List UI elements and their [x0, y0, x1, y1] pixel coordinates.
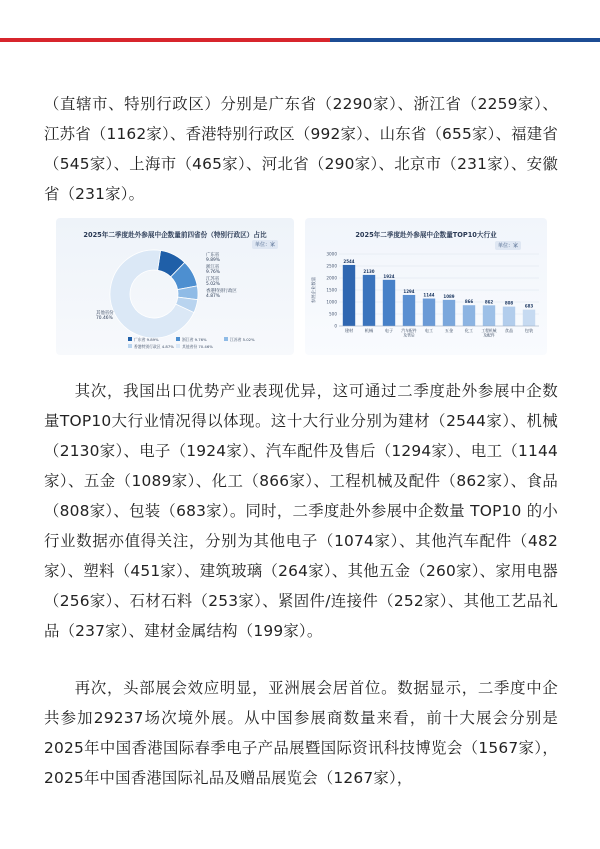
x-tick-label: 化工 — [464, 328, 474, 333]
bar — [503, 307, 515, 326]
bar-chart — [305, 218, 547, 355]
y-tick-label: 500 — [329, 311, 337, 317]
x-tick-label-cont: 及售后 — [403, 332, 415, 338]
bar — [483, 305, 495, 326]
pie-slice-label: 浙江省 — [206, 265, 220, 270]
paragraph-industries: 其次，我国出口优势产业表现优异，这可通过二季度赴外参展中企数量TOP10大行业情况得以体现。这十大行业分别为建材（2544家）、机械（2130家）、电子（1924家）、汽车配件及售后（1294家）、电工（1144家）、五金（1089家）、化工（866家）、工程机械及配件（862家）、食品（808家）、包装（683家）。同时，二季度赴外参展中企数量 TOP10 的小行业数据亦值得关注，分别为其他电子（1074家）、其他汽车配件（482家）、塑料（451家）、建筑玻璃（264家）、其他五金（260家）、家用电器（256家）、石材石料（253家）、紧固件/连接件（252家）、其他工艺品礼品（237家）、建材金属结构（199家）。 — [44, 382, 558, 640]
y-tick-label: 2000 — [326, 275, 337, 281]
bar — [363, 275, 375, 326]
bar-value-label: 2130 — [363, 268, 375, 274]
pie-slice-label: 其他省份 — [96, 311, 114, 316]
bar — [463, 305, 475, 326]
bar-chart-figure — [305, 218, 547, 355]
x-tick-label: 包装 — [524, 328, 534, 333]
bar-chart-title: 2025年二季度赴外参展中企数量TOP10大行业 — [355, 231, 497, 239]
x-tick-label: 电工 — [424, 328, 434, 333]
x-tick-label: 机械 — [364, 328, 374, 333]
bar — [383, 280, 395, 326]
legend-swatch — [128, 337, 132, 341]
x-tick-label-cont: 及配件 — [483, 332, 495, 338]
pie-chart-title: 2025年二季度赴外参展中企数量前四省份（特别行政区）占比 — [83, 231, 267, 239]
bar-value-label: 862 — [484, 299, 494, 305]
pie-chart — [56, 218, 294, 355]
x-tick-label: 五金 — [444, 328, 454, 333]
bar — [523, 310, 535, 326]
pie-slice-label: 广东省 — [206, 253, 220, 258]
pie-slice-label: 江苏省 — [206, 277, 220, 282]
y-tick-label: 1500 — [326, 287, 337, 293]
pie-slice-pct: 9.76% — [206, 270, 220, 275]
pie-slice-pct: 70.46% — [96, 316, 113, 321]
legend-swatch — [176, 337, 180, 341]
pie-slice-label: 香港特别行政区 — [206, 289, 237, 294]
accent-bar-red — [0, 38, 330, 42]
legend-entry: 香港特别行政区 4.87% — [134, 344, 174, 349]
bar-value-label: 866 — [464, 299, 474, 305]
bar — [423, 299, 435, 326]
paragraph-exhibitions: 再次，头部展会效应明显，亚洲展会居首位。数据显示，二季度中企共参加29237场次境外展。从中国参展商数量来看，前十大展会分别是2025年中国香港国际春季电子产品展暨国际资讯科技博览会（1567家），2025年中国香港国际礼品及赠品展览会（1267家）， — [44, 679, 558, 787]
x-tick-label: 汽车配件 — [401, 328, 417, 333]
legend-swatch — [176, 344, 180, 348]
bar-value-label: 683 — [524, 303, 534, 309]
accent-bar-blue — [330, 38, 600, 42]
pie-slice-pct: 5.02% — [206, 282, 220, 287]
legend-swatch — [224, 337, 228, 341]
pie-slice-pct: 4.87% — [206, 294, 220, 299]
x-tick-label: 电子 — [384, 328, 394, 333]
bar — [403, 295, 415, 326]
x-tick-label: 食品 — [504, 328, 514, 333]
bar-value-label: 1294 — [403, 288, 415, 294]
x-tick-label: 建材 — [344, 328, 354, 333]
bar — [343, 265, 355, 326]
legend-entry: 浙江省 9.76% — [182, 337, 207, 342]
header-accent-bar — [0, 38, 600, 42]
pie-slice-pct: 9.89% — [206, 258, 220, 263]
x-tick-label: 工程机械 — [481, 328, 497, 333]
bar — [443, 300, 455, 326]
bar-value-label: 1144 — [423, 292, 435, 298]
pie-chart-unit: 单位：家 — [252, 240, 278, 249]
legend-swatch — [128, 344, 132, 348]
bar-value-label: 1089 — [443, 293, 455, 299]
legend-entry: 江苏省 5.02% — [230, 337, 255, 342]
bar-value-label: 2544 — [343, 258, 355, 264]
pie-chart-figure — [56, 218, 294, 355]
y-axis-label: 参展企业数量 — [312, 276, 317, 304]
bar-chart-unit: 单位：家 — [495, 241, 521, 250]
bar-value-label: 808 — [504, 300, 514, 306]
y-tick-label: 0 — [334, 323, 337, 329]
legend-entry: 广东省 9.89% — [134, 337, 159, 342]
bar-value-label: 1924 — [383, 273, 395, 279]
y-tick-label: 1000 — [326, 299, 337, 305]
y-tick-label: 3000 — [326, 251, 337, 257]
y-tick-label: 2500 — [326, 263, 337, 269]
paragraph-provinces: （直辖市、特别行政区）分别是广东省（2290家）、浙江省（2259家）、江苏省（1162家）、香港特别行政区（992家）、山东省（655家）、福建省（545家）、上海市（465家）、河北省（290家）、北京市（231家）、安徽省（231家）。 — [44, 95, 558, 203]
legend-entry: 其他省份 70.46% — [182, 344, 213, 349]
